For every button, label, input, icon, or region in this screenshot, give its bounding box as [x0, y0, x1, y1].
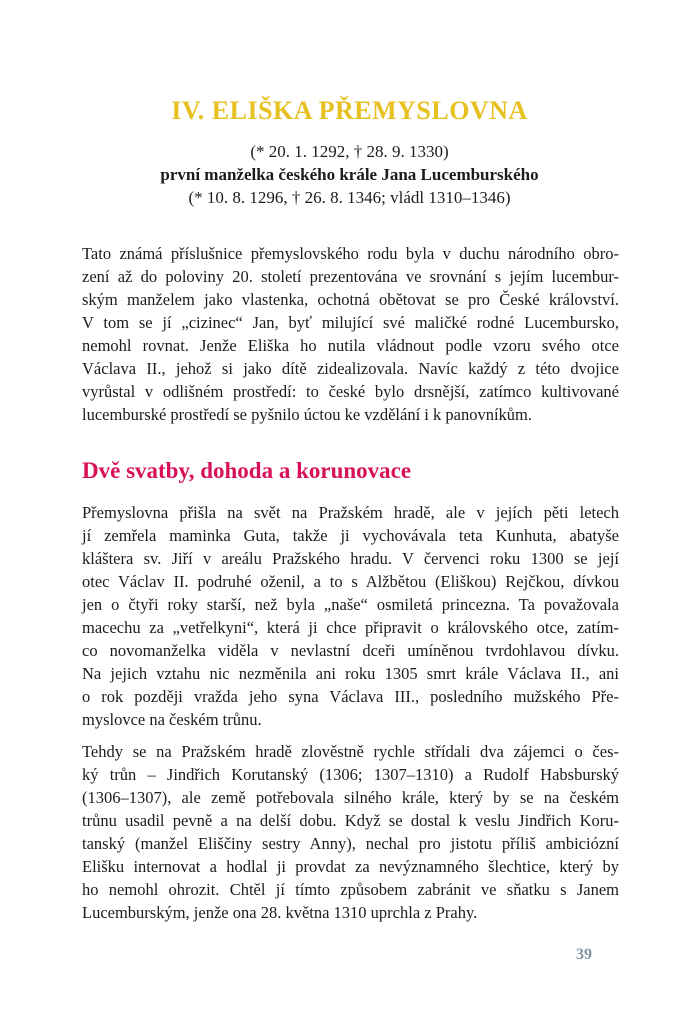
text-line: otec Václav II. podruhé oženil, a to s Alžbětou (Eliškou) Rejčkou, dívkou [82, 572, 619, 591]
text-line: Lucemburským, jenže ona 28. května 1310 uprchla z Prahy. [82, 903, 478, 922]
body-text [82, 242, 619, 924]
text-line: nemohl rovnat. Jenže Eliška ho nutila vládnout podle vzoru svého otce [82, 336, 619, 355]
text-line: Přemyslovna přišla na svět na Pražském hradě, ale v jejích pěti letech [82, 503, 619, 522]
text-line: macechu za „vetřelkyni“, která ji chce připravit o královského otce, zatím- [82, 618, 619, 637]
text-line: (1306–1307), ale země potřebovala silného krále, který by se na českém [82, 788, 619, 807]
text-line: Václava II., jehož si jako dítě zidealizovala. Navíc každý z této dvojice [82, 359, 619, 378]
text-line: V tom se jí „cizinec“ Jan, byť milující své maličké rodné Lucembursko, [82, 313, 619, 332]
text-line: ho nemohl ohrozit. Chtěl jí tímto způsobem zabránit ve sňatku s Janem [82, 880, 619, 899]
text-line: trůnu usadil pevně a na delší dobu. Když se dostal k veslu Jindřich Koru- [82, 811, 619, 830]
text-line: lucemburské prostředí se pyšnilo úctou ke vzdělání i k panovníkům. [82, 405, 532, 424]
text-line: ským manželem jako vlastenka, ochotná obětovat se pro České království. [82, 290, 619, 309]
text-line: co novomanželka viděla v nevlastní dceři umíněnou tvrdohlavou dívku. [82, 641, 619, 660]
text-line: Na jejich vztahu nic nezměnila ani roku 1305 smrt krále Václava II., ani [82, 664, 619, 683]
text-line: Tehdy se na Pražském hradě zlověstně rychle střídali dva zájemci o čes- [82, 742, 619, 761]
birth-death-dates: (* 20. 1. 1292, † 28. 9. 1330) [250, 142, 449, 161]
chapter-title: IV. ELIŠKA PŘEMYSLOVNA [171, 96, 528, 125]
text-line: jen o čtyři roky starší, než byla „naše“ osmiletá princezna. Ta považovala [82, 595, 619, 614]
text-line: vyrůstal v odlišném prostředí: to české bylo drsnější, zatímco kultivované [82, 382, 619, 401]
text-line: Tato známá příslušnice přemyslovského rodu byla v duchu národního obro- [82, 244, 619, 263]
page-number: 39 [576, 946, 592, 963]
chapter-subtitle: první manželka českého krále Jana Lucemburského [160, 165, 539, 184]
paragraph-two-marriages [82, 501, 619, 731]
spouse-dates: (* 10. 8. 1296, † 26. 8. 1346; vládl 1310–1346) [188, 188, 511, 207]
text-line: ký trůn – Jindřich Korutanský (1306; 1307–1310) a Rudolf Habsburský [82, 765, 619, 784]
text-line: Elišku internovat a hodlal ji provdat za nevýznamného šlechtice, který by [82, 857, 619, 876]
section-heading: Dvě svatby, dohoda a korunovace [82, 458, 412, 483]
text-line: zení až do poloviny 20. století prezentována ve srovnání s jejím lucembur- [82, 267, 619, 286]
paragraph-throne-contenders [82, 740, 619, 924]
text-line: o rok později vražda jeho syna Václava III., posledního mužského Pře- [82, 687, 619, 706]
text-line: tanský (manžel Eliščiny sestry Anny), nechal pro jistotu příliš ambiciózní [82, 834, 619, 853]
intro-paragraph [82, 242, 619, 426]
text-line: myslovce na českém trůnu. [82, 710, 262, 729]
chapter-header [0, 96, 699, 209]
text-line: kláštera sv. Jiří v areálu Pražského hradu. V červenci roku 1300 se její [82, 549, 619, 568]
text-line: jí zemřela maminka Guta, takže ji vychovávala teta Kunhuta, abatyše [82, 526, 619, 545]
